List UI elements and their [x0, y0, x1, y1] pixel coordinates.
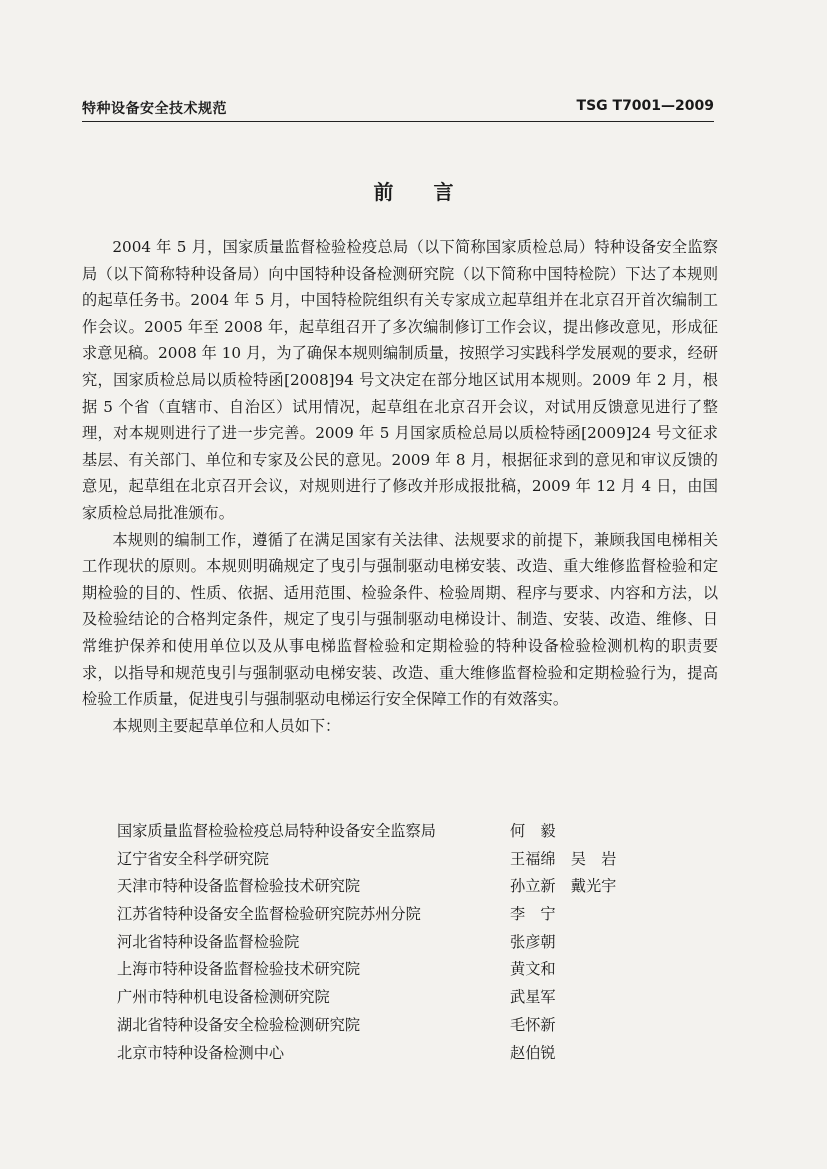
unit-drafters: 王福绵 吴 岩: [510, 849, 617, 868]
page-title: 前言: [373, 180, 494, 204]
unit-organization: 江苏省特种设备安全监督检验研究院苏州分院: [117, 905, 421, 924]
unit-organization: 上海市特种设备监督检验技术研究院: [117, 960, 360, 979]
unit-organization: 湖北省特种设备安全检验检测研究院: [117, 1015, 360, 1034]
unit-drafters: 何 毅: [510, 822, 556, 840]
list-item: [117, 875, 677, 903]
unit-organization: 天津市特种设备监督检验技术研究院: [117, 877, 360, 896]
unit-drafters: 张彦朝: [510, 932, 556, 951]
paragraph-drafters-intro: 本规则主要起草单位和人员如下：: [112, 716, 341, 735]
running-header: [82, 98, 714, 118]
unit-drafters: 孙立新 戴光宇: [510, 877, 617, 896]
unit-drafters: 赵伯锐: [510, 1043, 556, 1062]
unit-drafters: 黄文和: [510, 960, 556, 979]
unit-organization: 广州市特种机电设备检测研究院: [117, 988, 330, 1007]
unit-organization: 辽宁省安全科学研究院: [117, 849, 269, 868]
list-item: [117, 848, 677, 876]
list-item: [117, 958, 677, 986]
list-item: [117, 903, 677, 931]
list-item: [117, 931, 677, 959]
list-item: [117, 1014, 677, 1042]
unit-organization: 北京市特种设备检测中心: [117, 1043, 285, 1062]
preface-body: [82, 234, 718, 739]
header-standard-code: TSG T7001—2009: [576, 98, 714, 114]
drafting-units-list: [117, 820, 677, 1069]
unit-drafters: 李 宁: [510, 905, 556, 924]
unit-drafters: 毛怀新: [510, 1015, 556, 1034]
list-item: [117, 820, 677, 848]
list-item: [117, 1042, 677, 1070]
unit-drafters: 武星军: [510, 988, 556, 1007]
header-series-title: 特种设备安全技术规范: [82, 101, 227, 117]
unit-organization: 国家质量监督检验检疫总局特种设备安全监察局: [117, 822, 436, 840]
unit-organization: 河北省特种设备监督检验院: [117, 932, 300, 951]
paragraph-principles: 本规则的编制工作，遵循了在满足国家有关法律、法规要求的前提下，兼顾我国电梯相关工作现状的原则。本规则明确规定了曳引与强制驱动电梯安装、改造、重大维修监督检验和定期检验的目的、性质、依据、适用范围、检验条件、检验周期、程序与要求、内容和方法，以及检验结论的合格判定条件，规定了曳引与强制驱动电梯设计、制造、安装、改造、维修、日常维护保养和使用单位以及从事电梯监督检验和定期检验的特种设备检验检测机构的职责要求，以指导和规范曳引与强制驱动电梯安装、改造、重大维修监督检验和定期检验行为，提高检验工作质量，促进曳引与强制驱动电梯运行安全保障工作的有效落实。: [82, 530, 718, 709]
paragraph-drafting-history: 2004 年 5 月，国家质量监督检验检疫总局（以下简称国家质检总局）特种设备安全监察局（以下简称特种设备局）向中国特种设备检测研究院（以下简称中国特检院）下达了本规则的起草任务书。2004 年 5 月，中国特检院组织有关专家成立起草组并在北京召开首次编制工作会议。2005 年至 2008 年，起草组召开了多次编制修订工作会议，提出修改意见，形成征求意见稿。2008 年 10 月，为了确保本规则编制质量，按照学习实践科学发展观的要求，经研究，国家质检总局以质检特函[2008]94 号文决定在部分地区试用本规则。2009 年 2 月，根据 5 个省（直辖市、自治区）试用情况，起草组在北京召开会议，对试用反馈意见进行了整理，对本规则进行了进一步完善。2009 年 5 月国家质检总局以质检特函[2009]24 号文征求基层、有关部门、单位和专家及公民的意见。2009 年 8 月，根据征求到的意见和审议反馈的意见，起草组在北京召开会议，对规则进行了修改并形成报批稿，2009 年 12 月 4 日，由国家质检总局批准颁布。: [82, 238, 718, 522]
list-item: [117, 986, 677, 1014]
header-rule: [82, 121, 714, 122]
